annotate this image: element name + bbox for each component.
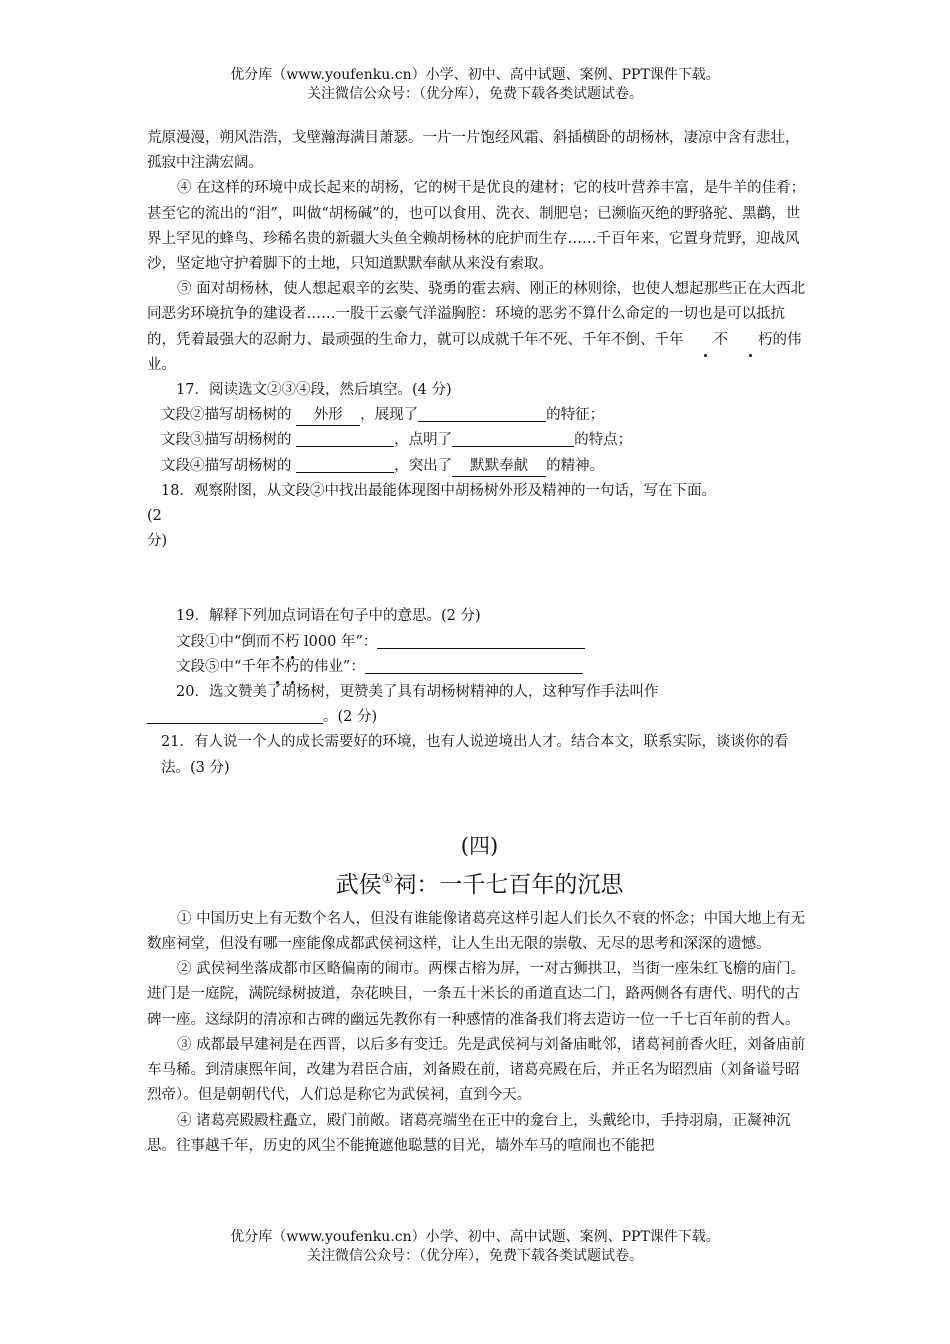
q19-blank[interactable] — [377, 630, 585, 649]
q20-score: 。(2 分) — [323, 709, 378, 726]
dotted-char: 不 — [684, 328, 729, 353]
section-title — [147, 865, 812, 900]
q17-line-2 — [147, 428, 812, 453]
dotted-char: 不 — [270, 630, 285, 655]
title-text: 祠：一千七百年的沉思 — [393, 871, 624, 898]
dotted-char: 朽 — [285, 630, 300, 655]
q19-text: 的伟业”： — [299, 658, 365, 675]
passage-text: ⑤ 面对胡杨林，使人想起艰辛的玄奘、骁勇的霍去病、刚正的林则徐，也使人想起那些正在大西北同恶劣环境抗争的建设者……一股干云豪气洋溢胸腔：环境的恶劣不算什么命定的一切也是可以抵抗的，凭着最强大的忍耐力、最顽强的生命力，就可以成就千年不死、千年不倒、千年 — [147, 281, 806, 348]
answer-space[interactable] — [147, 554, 812, 604]
page-header — [0, 66, 950, 104]
q17-text: 文段④描写胡杨树的 — [161, 457, 297, 474]
q17-blank[interactable] — [296, 454, 394, 473]
section4-paragraph-1: ① 中国历史上有无数个名人，但没有谁能像诸葛亮这样引起人们长久不衰的怀念；中国大地上有无数座祠堂，但没有哪一座能像成都武侯祠这样，让人生出无限的崇敬、无尽的思考和深深的遗憾。 — [147, 910, 806, 953]
q19-blank[interactable] — [365, 655, 583, 674]
section-number: (四) — [460, 833, 499, 858]
q17-blank[interactable] — [452, 428, 574, 447]
q17-blank[interactable] — [296, 428, 394, 447]
q17-line-1 — [147, 403, 812, 428]
header-line-2: 关注微信公众号：（优分库），免费下载各类试题试卷。 — [307, 86, 643, 102]
q20-answer-line — [147, 705, 812, 730]
q17-text: ，点明了 — [394, 432, 453, 449]
header-line-1: 优分库（www.youfenku.cn）小学、初中、高中试题、案例、PPT课件下载。 — [230, 67, 720, 83]
q17-text: ，展现了 — [360, 407, 419, 424]
passage-paragraph-5 — [147, 277, 812, 378]
section4-paragraph-3: ③ 成都最早建祠是在西晋，以后多有变迁。先是武侯祠与刘备庙毗邻，诸葛祠前香火旺，刘备庙前车马稀。到清康熙年间，改建为君臣合庙，刘备殿在前，诸葛亮殿在后，并正名为昭烈庙（刘备谥号昭烈帝）。但是朝朝代代，人们总是称它为武侯祠，直到今天。 — [147, 1036, 806, 1104]
question-17: 17．阅读选文②③④段，然后填空。(4 分) — [176, 382, 452, 399]
question-18-score-b: 分) — [147, 533, 168, 550]
q17-text: ，突出了 — [394, 457, 453, 474]
section4-paragraph-4: ④ 诸葛亮殿殿柱矗立，殿门前敞。诸葛亮端坐在正中的龛台上，头戴纶巾，手持羽扇，正凝神沉思。往事越千年，历史的风尘不能掩遮他聪慧的目光，墙外车马的喧闹也不能把 — [147, 1112, 791, 1154]
footer-line-1: 优分库（www.youfenku.cn）小学、初中、高中试题、案例、PPT课件下载。 — [230, 1229, 720, 1245]
q17-text: 的精神。 — [546, 457, 605, 474]
q20-blank[interactable] — [147, 705, 323, 724]
title-footnote-mark: ① — [381, 871, 394, 887]
q17-text: 文段③描写胡杨树的 — [161, 432, 297, 449]
section4-paragraph-2: ② 武侯祠坐落成都市区略偏南的闹市。两棵古榕为屏，一对古狮拱卫，当街一座朱红飞檐的庙门。进门是一庭院，满院绿树披道，杂花映目，一条五十米长的甬道直达二门，路两侧各有唐代、明代的古碑一座。这绿阴的清凉和古碑的幽远先教你有一种感情的准备我们将去造访一位一千七百年前的哲人。 — [147, 961, 806, 1028]
question-21: 21．有人说一个人的成长需要好的环境，也有人说逆境出人才。结合本文，联系实际，谈谈你的看法。(3 分) — [161, 734, 789, 776]
q19-line-1 — [147, 630, 812, 655]
passage-text: 的伟业。 — [147, 331, 802, 373]
q17-text: 的特点； — [574, 432, 633, 449]
page-footer — [0, 1228, 950, 1266]
question-19: 19．解释下列加点词语在句子中的意思。(2 分) — [176, 608, 481, 625]
question-20: 20．选文赞美了胡杨树，更赞美了具有胡杨树精神的人，这种写作手法叫作 — [176, 684, 659, 701]
question-18: 18．观察附图，从文段②中找出最能体现图中胡杨树外形及精神的一句话，写在下面。 — [161, 482, 716, 499]
q19-text: 文段⑤中“千年 — [176, 658, 271, 675]
dotted-char: 朽 — [728, 328, 773, 353]
passage-paragraph-3-continued: 荒原漫漫，朔风浩浩，戈壁瀚海满目萧瑟。一片一片饱经风霜、斜插横卧的胡杨林，凄凉中含有悲壮，孤寂中注满宏阔。 — [147, 130, 800, 172]
title-text: 武侯 — [335, 871, 382, 898]
q19-text: 文段①中“倒而 — [176, 633, 271, 650]
q17-text: 的特征； — [546, 407, 605, 424]
q17-line-3 — [147, 454, 812, 479]
dotted-char: 朽 — [285, 655, 300, 680]
question-18-score-a: (2 — [147, 508, 162, 525]
footer-line-2: 关注微信公众号：（优分库），免费下载各类试题试卷。 — [307, 1248, 643, 1264]
q17-answer-1: 外形 — [296, 406, 360, 426]
q17-text: 文段②描写胡杨树的 — [161, 407, 297, 424]
passage-paragraph-4: ④ 在这样的环境中成长起来的胡杨，它的树干是优良的建材；它的枝叶营养丰富，是牛羊的佳肴；甚至它的流出的“泪”，叫做“胡杨碱”的，也可以食用、洗衣、制肥皂；已濒临灭绝的野骆驼、黑鹳，世界上罕见的蜂鸟、珍稀名贵的新疆大头鱼全赖胡杨林的庇护而生存……千百年来，它置身荒野，迎战风沙，坚定地守护着脚下的土地，只知道默默奉献从来没有索取。 — [147, 180, 806, 273]
q19-text: l000 年”： — [299, 633, 378, 650]
page-content — [147, 126, 812, 1159]
dotted-char: 不 — [270, 655, 285, 680]
q17-blank[interactable] — [418, 403, 546, 422]
q19-line-2 — [147, 655, 812, 680]
q17-answer-3: 默默奉献 — [452, 457, 546, 477]
